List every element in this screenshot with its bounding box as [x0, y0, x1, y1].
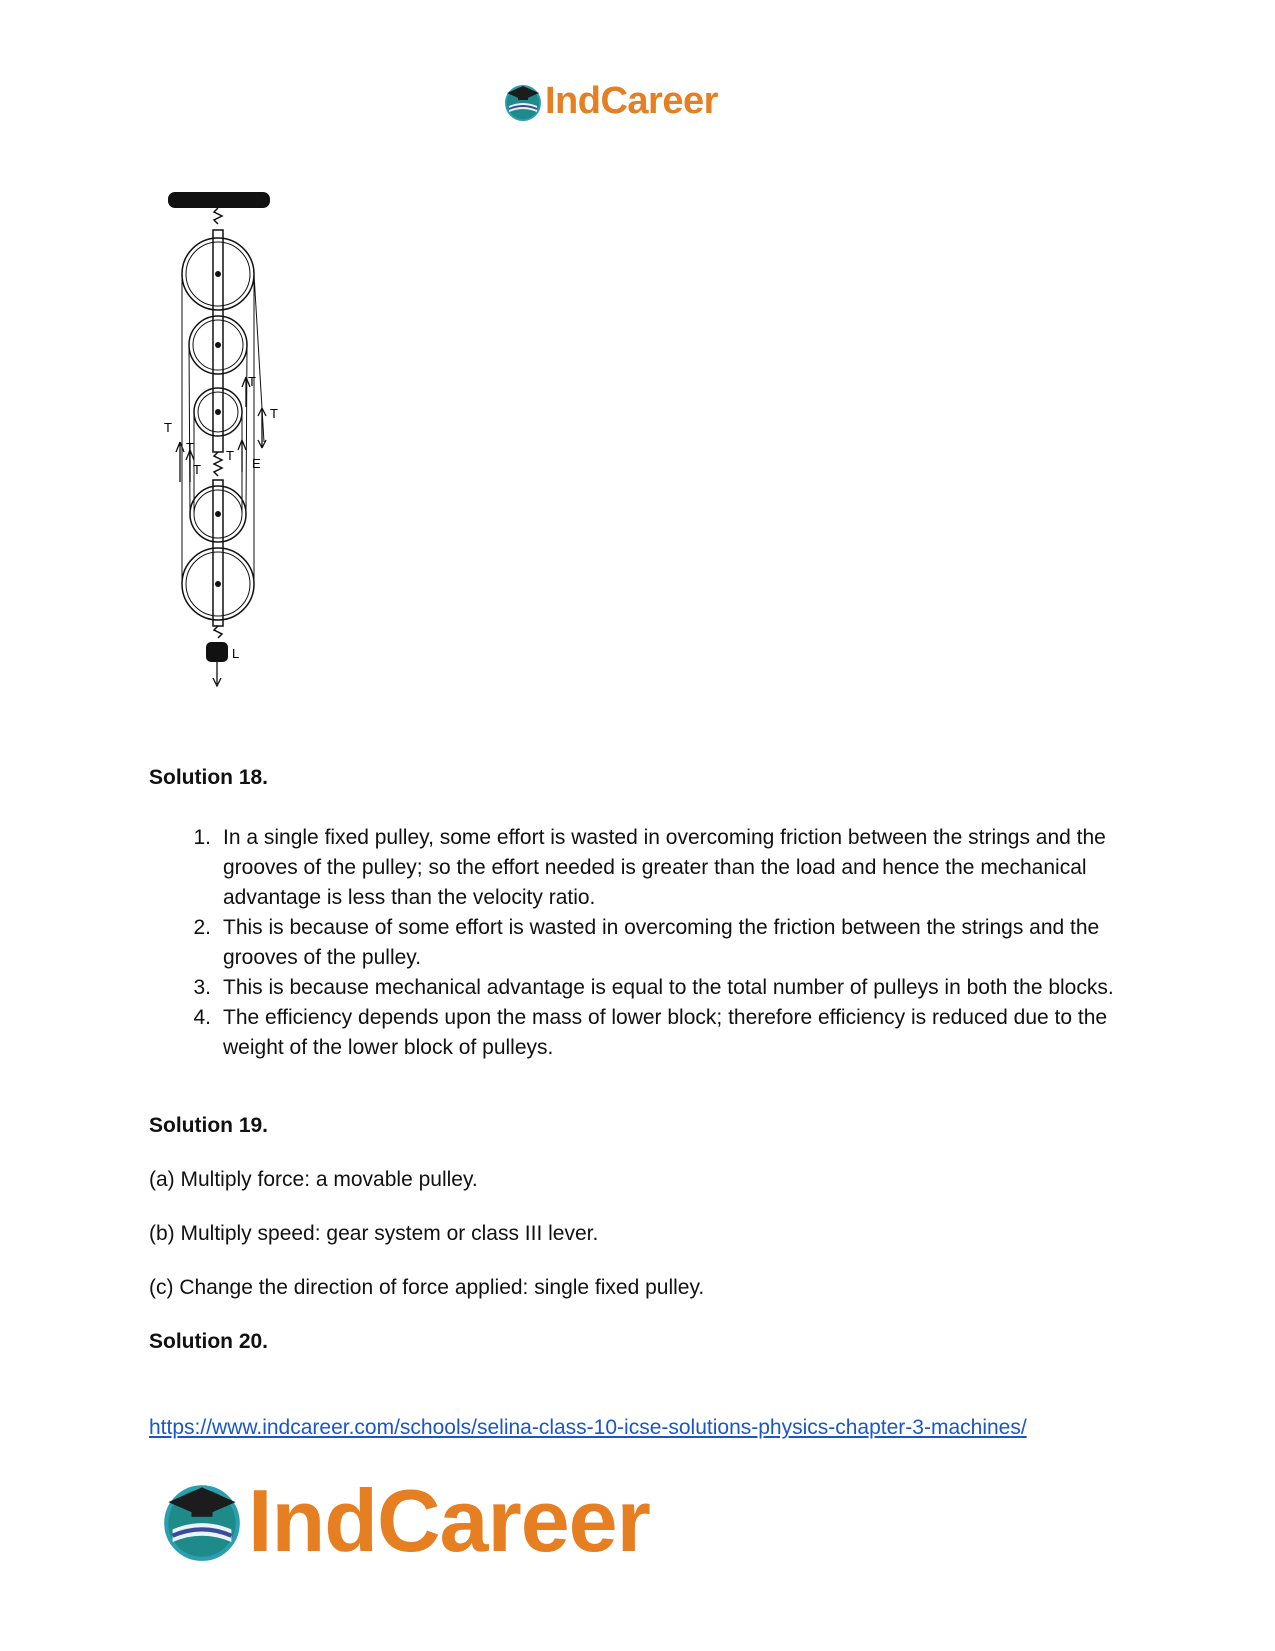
label-effort: E	[252, 456, 261, 471]
solution-20-heading: Solution 20.	[149, 1330, 269, 1353]
list-item-number: 3.	[193, 976, 211, 999]
label-t: T	[193, 462, 201, 477]
list-item-number: 4.	[193, 1006, 211, 1029]
header-logo-text: IndCareer	[545, 80, 718, 122]
footer-logo-text: IndCareer	[248, 1471, 650, 1570]
solution-19-c: (c) Change the direction of force applied: single fixed pulley.	[149, 1276, 705, 1299]
header-logo	[503, 80, 718, 123]
list-item-text: The efficiency depends upon the mass of lower block; therefore efficiency is reduced due to the weight of the lower block of pulleys.	[223, 1006, 1108, 1059]
list-item-text: In a single fixed pulley, some effort is wasted in overcoming friction between the strings and the grooves of the pulley; so the effort needed is greater than the load and hence the mechanical advantage is less than the velocity ratio.	[223, 826, 1106, 909]
block-and-tackle-pulley-figure	[160, 192, 320, 732]
graduation-cap-globe-icon	[503, 82, 543, 122]
list-item-text: This is because of some effort is wasted in overcoming the friction between the strings and the grooves of the pulley.	[223, 916, 1100, 969]
list-item-number: 2.	[193, 916, 211, 939]
solution-19-b: (b) Multiply speed: gear system or class III lever.	[149, 1222, 599, 1245]
graduation-cap-globe-icon	[160, 1479, 244, 1563]
solution-18-heading: Solution 18.	[149, 766, 269, 789]
list-item	[149, 973, 1129, 1003]
label-t: T	[248, 374, 256, 389]
label-t: T	[226, 448, 234, 463]
list-item-number: 1.	[193, 826, 211, 849]
solution-19-heading: Solution 19.	[149, 1114, 269, 1137]
footer-logo	[160, 1470, 650, 1572]
solution-18-list	[149, 823, 1129, 1063]
solution-19-a: (a) Multiply force: a movable pulley.	[149, 1168, 478, 1191]
label-t: T	[164, 420, 172, 435]
list-item	[149, 823, 1129, 913]
source-link[interactable]: https://www.indcareer.com/schools/selina-class-10-icse-solutions-physics-chapter-3-machines/	[149, 1416, 1027, 1439]
list-item	[149, 1003, 1129, 1063]
label-load: L	[232, 646, 240, 661]
label-t: T	[270, 406, 278, 421]
list-item-text: This is because mechanical advantage is equal to the total number of pulleys in both the blocks.	[223, 976, 1114, 999]
label-t: T	[186, 440, 194, 455]
list-item	[149, 913, 1129, 973]
